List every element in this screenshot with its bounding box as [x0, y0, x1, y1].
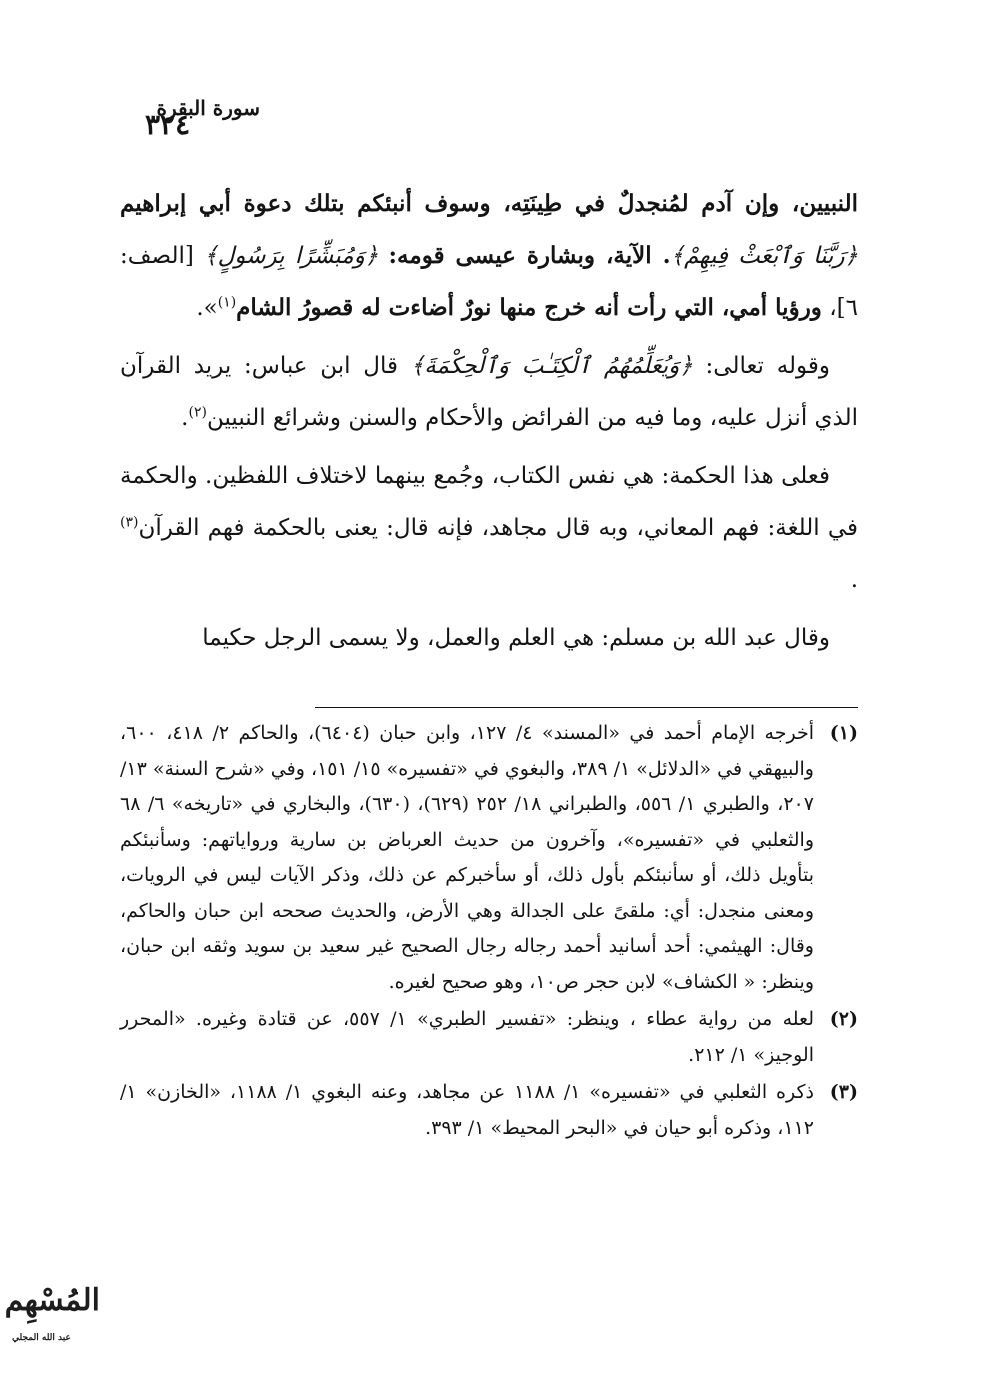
footnote-3: [120, 1075, 858, 1146]
p1-part1: النبيين، وإن آدم لمُنجدلٌ في طِينَتِه، وسوف أنبئكم بتلك دعوة أبي إبراهيم: [120, 190, 858, 217]
paragraph-3: [120, 450, 858, 606]
footnote-2: [120, 1002, 858, 1073]
footnote-number: (٣): [829, 1081, 858, 1103]
footnote-number: (١): [829, 722, 858, 744]
footnote-ref-2[interactable]: (٢): [188, 404, 207, 421]
p1-part4: ورؤيا أمي، التي رأت أنه خرج منها نورٌ أضاءت له قصورُ الشام: [236, 294, 822, 321]
p2-part2: قال ابن عباس: يريد القرآن الذي أنزل عليه، وما فيه من الفرائض والأحكام والسنن وشرائع النبيين: [120, 353, 858, 431]
publisher-logo: [4, 1283, 100, 1356]
footnote-ref-1[interactable]: (١): [217, 294, 237, 311]
paragraph-4: [120, 612, 858, 664]
page-number: ٣٢٤: [145, 108, 191, 141]
footnote-number: (٢): [829, 1008, 858, 1030]
quran-verse-3: ﴿وَيُعَلِّمُهُمُ ٱلْكِتَـٰبَ وَٱلْحِكْمَةَ﴾: [410, 353, 693, 379]
p3-text: فعلى هذا الحكمة: هي نفس الكتاب، وجُمع بينهما لاختلاف اللفظين. والحكمة في اللغة: فهم المعاني، وبه قال مجاهد، فإنه قال: يعنى بالحكمة فهم القرآن: [120, 463, 858, 541]
surah-title: سورة البقرة: [156, 96, 260, 120]
logo-main-text: المُسْهِم: [4, 1283, 100, 1318]
footnotes: [120, 716, 858, 1148]
footnote-divider: [315, 707, 858, 708]
logo-sub-text: عبد الله المجلي: [12, 1333, 71, 1343]
p1-part2: . الآية، وبشارة عيسى قومه:: [388, 242, 671, 269]
quran-verse-2: ﴿وَمُبَشِّرًا بِرَسُولٍ﴾: [204, 243, 379, 269]
footnote-text: أخرجه الإمام أحمد في «المسند» ٤/ ١٢٧، وابن حبان (٦٤٠٤)، والحاكم ٢/ ٤١٨، ٦٠٠، والبيهقي في «الدلائل» ١/ ٣٨٩، والبغوي في «تفسيره» ١٥/ ١٥١، وفي «شرح السنة» ١٣/ ٢٠٧، والطبري ١/ ٥٥٦، والطبراني ١٨/ ٢٥٢ (٦٢٩)، (٦٣٠)، والبخاري في «تاريخه» ٦/ ٦٨ والثعلبي في «تفسيره»، وآخرون من حديث العرباض بن سارية ورواياتهم: وسأنبئكم بتأويل ذلك، أو سأنبئكم بأول ذلك، أو سأخبركم عن ذلك، وذكر الآيات ليس في الرويات، ومعنى منجدل: أي: ملقىً على الجدالة وهي الأرض، والحديث صححه ابن حبان والحاكم، وقال: الهيثمي: أحد أسانيد أحمد رجاله رجال الصحيح غير سعيد بن سويد وثقه ابن حبان، وينظر: « الكشاف» لابن حجر ص١٠، وهو صحيح لغيره.: [120, 722, 815, 993]
footnote-text: ذكره الثعلبي في «تفسيره» ١/ ١١٨٨ عن مجاهد، وعنه البغوي ١/ ١١٨٨، «الخازن» ١/ ١١٢، وذكره أبو حيان في «البحر المحيط» ١/ ٣٩٣.: [120, 1081, 814, 1139]
p2-end: .: [181, 405, 189, 431]
p3-end: .: [850, 567, 858, 593]
p1-end: ».: [196, 295, 218, 321]
footnote-ref-3[interactable]: (٣): [120, 514, 139, 531]
p4-text: وقال عبد الله بن مسلم: هي العلم والعمل، ولا يسمى الرجل حكيما: [202, 625, 830, 651]
paragraph-2: [120, 340, 858, 444]
paragraph-1: [120, 178, 858, 334]
main-text: [120, 178, 858, 664]
surah-reference: [الصف: ٦]،: [120, 243, 858, 321]
quran-verse-1: ﴿رَبَّنَا وَٱبْعَثْ فِيهِمْ﴾: [670, 243, 859, 269]
p2-part1: وقوله تعالى:: [705, 353, 831, 379]
footnote-text: لعله من رواية عطاء ، وينظر: «تفسير الطبري» ١/ ٥٥٧، عن قتادة وغيره. «المحرر الوجيز» ١/ ٢١٢.: [120, 1008, 814, 1066]
footnote-1: [120, 716, 858, 1000]
